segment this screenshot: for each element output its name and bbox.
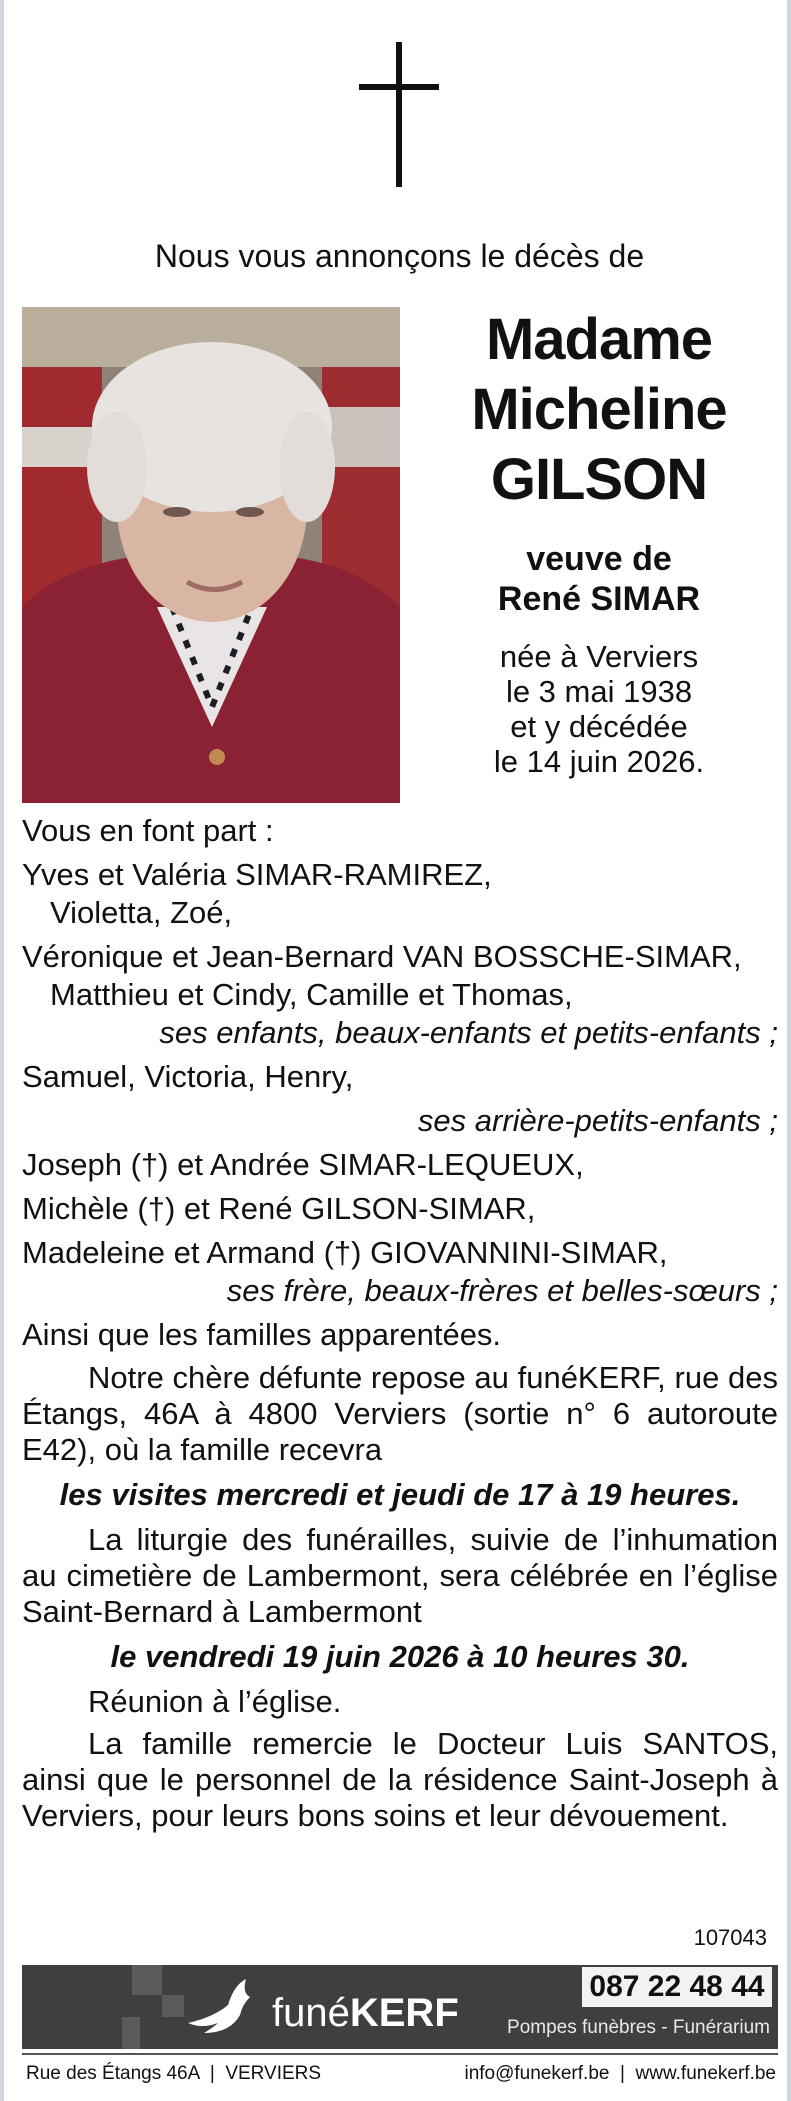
family-member-line: Samuel, Victoria, Henry, (22, 1059, 354, 1094)
thanks-paragraph: La famille remercie le Docteur Luis SANTOS, ainsi que le personnel de la résidence Saint-Joseph à Verviers, pour leurs bons soins et leur dévouement. (22, 1726, 778, 1833)
family-role: ses enfants, beaux-enfants et petits-enfants ; (159, 1015, 778, 1050)
visits-line: les visites mercredi et jeudi de 17 à 19 heures. (59, 1477, 741, 1512)
services-label: Pompes funèbres - Funérarium (507, 2017, 770, 2038)
phone-number: 087 22 48 44 (582, 1967, 772, 2007)
funeral-date: le vendredi 19 juin 2026 à 10 heures 30. (110, 1639, 690, 1674)
repose-paragraph: Notre chère défunte repose au funéKERF, rue des Étangs, 46A à 4800 Verviers (sortie n° 6 autoroute E42), où la famille recevra (22, 1360, 778, 1467)
family-member-line: Matthieu et Cindy, Camille et Thomas, (50, 977, 573, 1012)
funeral-home-footer: funéKERF 087 22 48 44 Pompes funèbres - Funérarium Rue des Étangs 46A | VERVIERS info@funekerf.be | www.funekerf.be (22, 1965, 778, 2091)
announcement-intro: Nous vous annonçons le décès de (154, 238, 645, 274)
deceased-block (434, 305, 764, 779)
family-member-line: Violetta, Zoé, (50, 895, 233, 930)
brand-logo: funéKERF (272, 1991, 459, 2035)
footer-banner (22, 1965, 778, 2049)
death-place: et y décédée (510, 709, 688, 744)
birth-place: née à Verviers (499, 639, 699, 674)
spouse-name: René SIMAR (497, 580, 701, 618)
footer-email[interactable]: info@funekerf.be (464, 2063, 610, 2084)
meeting-line: Réunion à l’église. (88, 1684, 342, 1719)
liturgy-paragraph: La liturgie des funérailles, suivie de l’inhumation au cimetière de Lambermont, sera célébrée en l’église Saint-Bernard à Lambermont (22, 1522, 778, 1629)
birth-date: le 3 mai 1938 (505, 674, 693, 709)
reference-number: 107043 (693, 1925, 767, 1950)
family-member-line: Michèle (†) et René GILSON-SIMAR, (22, 1191, 536, 1226)
family-member-line: Madeleine et Armand (†) GIOVANNINI-SIMAR, (22, 1235, 668, 1270)
footer-city: VERVIERS (225, 2063, 322, 2084)
family-member-line: Joseph (†) et Andrée SIMAR-LEQUEUX, (22, 1147, 584, 1182)
deceased-last-name: GILSON (490, 447, 708, 512)
portrait-photo (22, 307, 400, 803)
cross-icon (359, 42, 439, 187)
deceased-first-name: Micheline (471, 377, 727, 442)
family-intro: Vous en font part : (22, 813, 274, 848)
family-member-line: Véronique et Jean-Bernard VAN BOSSCHE-SIMAR, (22, 939, 742, 974)
family-role: ses arrière-petits-enfants ; (417, 1103, 778, 1138)
relatives-line: Ainsi que les familles apparentées. (22, 1317, 502, 1352)
dove-logo-icon (184, 1975, 264, 2039)
family-member-line: Yves et Valéria SIMAR-RAMIREZ, (22, 857, 492, 892)
death-date: le 14 juin 2026. (493, 744, 705, 779)
family-role: ses frère, beaux-frères et belles-sœurs ; (226, 1273, 778, 1308)
obituary-body (22, 812, 778, 1840)
footer-address: Rue des Étangs 46A (26, 2063, 200, 2084)
widow-label: veuve de (526, 540, 672, 578)
deceased-title: Madame (485, 307, 713, 372)
footer-website[interactable]: www.funekerf.be (635, 2063, 776, 2084)
